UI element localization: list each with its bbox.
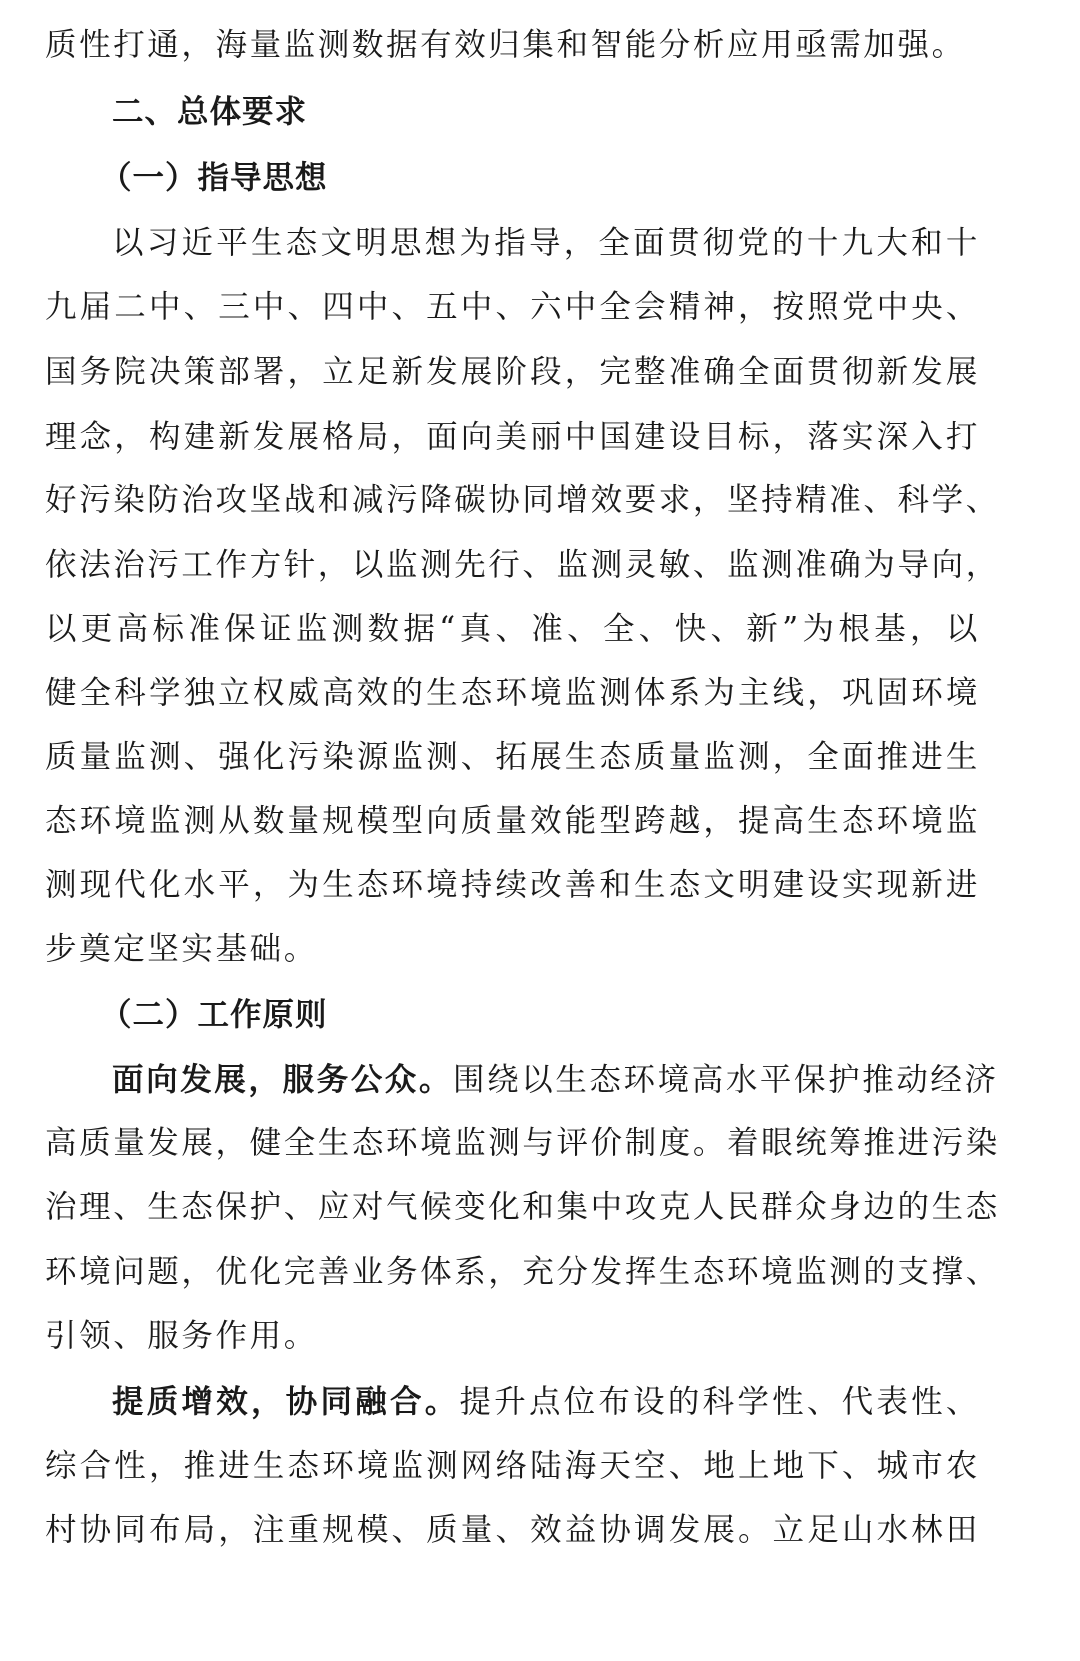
principle-text: 提升点位布设的科学性、代表性、: [459, 1384, 980, 1420]
subsection-heading-guiding-ideology: （一）指导思想: [100, 160, 328, 196]
paragraph-line: 综合性，推进生态环境监测网络陆海天空、地上地下、城市农: [45, 1448, 980, 1484]
principle-first-line: [112, 1377, 980, 1427]
principle-first-line: [112, 1055, 999, 1105]
paragraph-line: 依法治污工作方针，以监测先行、监测灵敏、监测准确为导向，: [45, 547, 1000, 583]
paragraph-line: 九届二中、三中、四中、五中、六中全会精神，按照党中央、: [45, 289, 980, 325]
paragraph-line: 态环境监测从数量规模型向质量效能型跨越，提高生态环境监: [45, 803, 980, 839]
paragraph-line: 质性打通，海量监测数据有效归集和智能分析应用亟需加强。: [45, 27, 966, 63]
paragraph-line: 测现代化水平，为生态环境持续改善和生态文明建设实现新进: [45, 867, 980, 903]
paragraph-line: 质量监测、强化污染源监测、拓展生态质量监测，全面推进生: [45, 739, 980, 775]
principle-lead: 提质增效，协同融合。: [112, 1384, 460, 1420]
principle-lead: 面向发展，服务公众。: [112, 1062, 454, 1098]
paragraph-line: 以更高标准保证监测数据“真、准、全、快、新”为根基，以: [45, 611, 980, 647]
paragraph-line: 好污染防治攻坚战和减污降碳协同增效要求，坚持精准、科学、: [45, 482, 1000, 518]
section-heading: 二、总体要求: [112, 94, 308, 130]
paragraph-line: 理念，构建新发展格局，面向美丽中国建设目标，落实深入打: [45, 419, 980, 455]
paragraph-line: 引领、服务作用。: [45, 1318, 318, 1354]
paragraph-line: 环境问题，优化完善业务体系，充分发挥生态环境监测的支撑、: [45, 1254, 1000, 1290]
paragraph-line: 步奠定坚实基础。: [45, 931, 318, 967]
subsection-heading-work-principles: （二）工作原则: [100, 997, 328, 1033]
paragraph-line: 以习近平生态文明思想为指导，全面贯彻党的十九大和十: [112, 225, 980, 261]
paragraph-line: 国务院决策部署，立足新发展阶段，完整准确全面贯彻新发展: [45, 354, 980, 390]
paragraph-line: 健全科学独立权威高效的生态环境监测体系为主线，巩固环境: [45, 675, 980, 711]
paragraph-line: 村协同布局，注重规模、质量、效益协调发展。立足山水林田: [45, 1512, 980, 1548]
paragraph-line: 高质量发展，健全生态环境监测与评价制度。着眼统筹推进污染: [45, 1125, 1000, 1161]
paragraph-line: 治理、生态保护、应对气候变化和集中攻克人民群众身边的生态: [45, 1189, 1000, 1225]
principle-text: 围绕以生态环境高水平保护推动经济: [453, 1062, 999, 1098]
